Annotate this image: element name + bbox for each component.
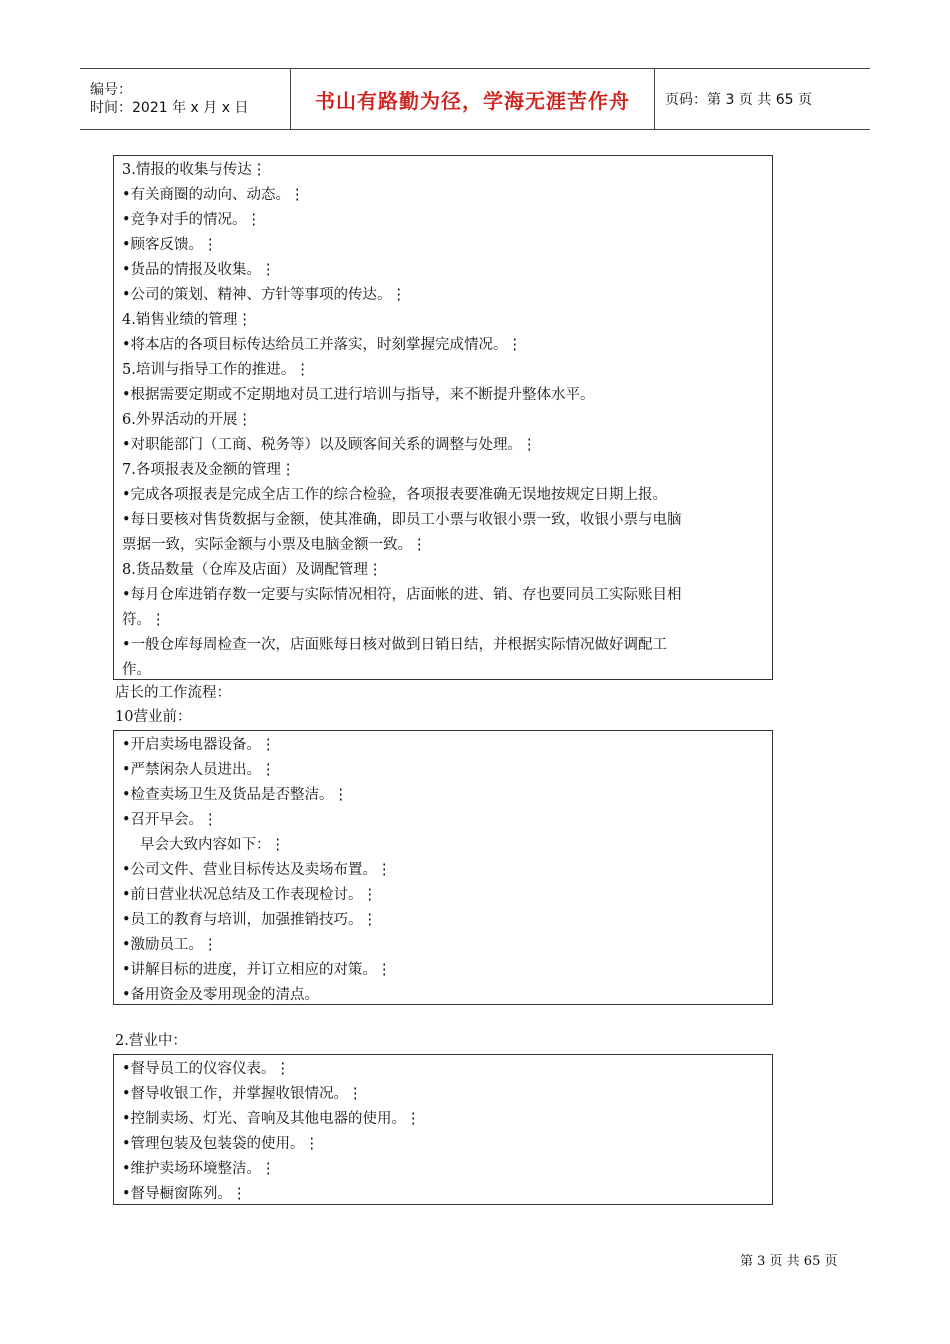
list-item: •检查卖场卫生及货品是否整洁。⋮ (122, 787, 349, 803)
section-title-during-business: 2.营业中： (115, 1033, 187, 1049)
list-item: •维护卖场环境整洁。⋮ (122, 1161, 276, 1177)
section-heading: 6.外界活动的开展⋮ (122, 412, 252, 428)
list-item: •督导橱窗陈列。⋮ (122, 1186, 247, 1202)
list-item: •开启卖场电器设备。⋮ (122, 737, 276, 753)
section-heading: 5.培训与指导工作的推进。⋮ (122, 362, 310, 378)
list-item: •根据需要定期或不定期地对员工进行培训与指导，来不断提升整体水平。 (122, 387, 595, 403)
list-item: •顾客反馈。⋮ (122, 237, 218, 253)
document-date: 时间：2021 年 x 月 x 日 (90, 100, 249, 116)
list-item: •召开早会。⋮ (122, 812, 218, 828)
workflow-title: 店长的工作流程： (115, 685, 231, 701)
list-item-continuation: 作。 (122, 662, 151, 678)
list-item-continuation: 符。⋮ (122, 612, 166, 628)
list-item: •完成各项报表是完成全店工作的综合检验，各项报表要准确无误地按规定日期上报。 (122, 487, 668, 503)
list-item: •备用资金及零用现金的清点。 (122, 987, 320, 1003)
list-item: •督导收银工作，并掌握收银情况。⋮ (122, 1086, 363, 1102)
list-item: •激励员工。⋮ (122, 937, 218, 953)
list-item: •对职能部门（工商、税务等）以及顾客间关系的调整与处理。⋮ (122, 437, 537, 453)
management-duties-box (113, 155, 773, 680)
list-item-continuation: 票据一致，实际金额与小票及电脑金额一致。⋮ (122, 537, 427, 553)
section-heading: 7.各项报表及金额的管理⋮ (122, 462, 296, 478)
page-header (80, 68, 870, 130)
section-heading: 4.销售业绩的管理⋮ (122, 312, 252, 328)
motto-text: 书山有路勤为径，学海无涯苦作舟 (315, 88, 630, 113)
section-title-before-business: 10营业前： (115, 709, 192, 725)
list-item: •公司的策划、精神、方针等事项的传达。⋮ (122, 287, 407, 303)
section-heading: 8.货品数量（仓库及店面）及调配管理⋮ (122, 562, 383, 578)
header-meta (80, 69, 291, 129)
list-item: •前日营业状况总结及工作表现检讨。⋮ (122, 887, 378, 903)
list-item: •每月仓库进销存数一定要与实际情况相符，店面帐的进、销、存也要同员工实际账目相 (122, 587, 682, 603)
during-business-box (113, 1054, 773, 1205)
section-heading: 3.情报的收集与传达⋮ (122, 162, 267, 178)
list-item: •竞争对手的情况。⋮ (122, 212, 262, 228)
list-item: •严禁闲杂人员进出。⋮ (122, 762, 276, 778)
list-item: •每日要核对售货数据与金额，使其准确，即员工小票与收银小票一致，收银小票与电脑 (122, 512, 682, 528)
list-item: •讲解目标的进度，并订立相应的对策。⋮ (122, 962, 392, 978)
list-subheading: 早会大致内容如下：⋮ (140, 837, 285, 853)
before-business-box (113, 730, 773, 1005)
list-item: •货品的情报及收集。⋮ (122, 262, 276, 278)
header-motto (291, 69, 655, 129)
list-item: •公司文件、营业目标传达及卖场布置。⋮ (122, 862, 392, 878)
page-number-label: 页码：第 3 页 共 65 页 (665, 92, 812, 108)
list-item: •有关商圈的动向、动态。⋮ (122, 187, 305, 203)
header-page-info (655, 69, 870, 129)
list-item: •员工的教育与培训，加强推销技巧。⋮ (122, 912, 378, 928)
list-item: •管理包装及包装袋的使用。⋮ (122, 1136, 320, 1152)
document-number-label: 编号： (90, 82, 132, 98)
list-item: •将本店的各项目标传达给员工并落实，时刻掌握完成情况。⋮ (122, 337, 523, 353)
list-item: •督导员工的仪容仪表。⋮ (122, 1061, 291, 1077)
list-item: •一般仓库每周检查一次，店面账每日核对做到日销日结，并根据实际情况做好调配工 (122, 637, 668, 653)
page-footer: 第 3 页 共 65 页 (740, 1254, 838, 1269)
list-item: •控制卖场、灯光、音响及其他电器的使用。⋮ (122, 1111, 421, 1127)
